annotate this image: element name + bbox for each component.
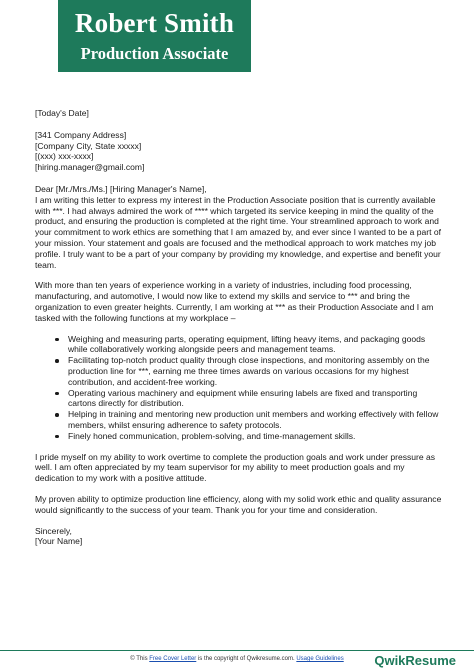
paragraph: My proven ability to optimize production line efficiency, along with my solid work ethic and quality assurance would significantly to the success of your team. Thank you for your time and consideration. xyxy=(35,493,442,515)
copyright-prefix: © This xyxy=(130,656,150,662)
salutation: Dear [Mr./Mrs./Ms.] [Hiring Manager's Name], xyxy=(35,183,207,194)
paragraph: I am writing this letter to express my interest in the Production Associate position that is currently available with ***. I had always admired the work of **** which targeted its service keeping in mind the quality of the product, and ensuring the production is completed at the right time. Your streamlined approach to work and your commitment to work ethics are something that I am amazed by, and ever since I wanted to be a part of your mission. Your statement and goals are focused and the methodical approach to work matches my job profile. I truly want to be a part of your company by providing my knowledge, and expertise and benefit your team. xyxy=(35,194,442,270)
job-title: Production Associate xyxy=(80,44,229,63)
address-line: [hiring.manager@gmail.com] xyxy=(35,162,145,173)
list-item: Operating various machinery and equipment while ensuring labels are fixed and transporting cartons directly for distribution. xyxy=(55,388,445,410)
copyright-middle: is the copyright of Qwikresume.com. xyxy=(196,656,297,662)
qwikresume-logo: QwikResume xyxy=(374,653,456,668)
header-banner xyxy=(58,0,251,72)
address-line: [341 Company Address] xyxy=(35,129,127,140)
duties-list xyxy=(55,334,445,442)
address-line: [(xxx) xxx-xxxx] xyxy=(35,151,94,162)
footer xyxy=(0,650,474,670)
applicant-name: Robert Smith xyxy=(74,8,235,38)
company-address xyxy=(35,130,445,173)
paragraph: I pride myself on my ability to work overtime to complete the production goals and work under pressure as well. I am often appreciated by my team supervisor for my ability to meet production goals and my dedication to my work with a positive attitude. xyxy=(35,451,435,484)
list-item: Facilitating top-notch product quality through close inspections, and monitoring assembly on the production line for ***, earning me three times awards on various occasions for my highest contribution, and accident-free working. xyxy=(55,355,445,387)
usage-guidelines-link[interactable]: Usage Guidelines xyxy=(296,656,344,662)
list-item: Helping in training and mentoring new production unit members and working effectively with fellow members, whilst ensuring adherence to safety protocols. xyxy=(55,409,445,431)
letter-body xyxy=(35,108,445,547)
paragraph: With more than ten years of experience working in a variety of industries, including food processing, manufacturing, and automotive, I would now like to extend my skills and service to *** and bring the organization to even greater heights. Currently, I am working at *** as their Production Associate and I am tasked with the following functions at my workplace – xyxy=(35,280,434,323)
signature: [Your Name] xyxy=(35,536,83,547)
list-item: Weighing and measuring parts, operating equipment, lifting heavy items, and packaging goods while collaboratively working alongside peers and management teams. xyxy=(55,334,445,356)
address-line: [Company City, State xxxxx] xyxy=(35,140,142,151)
free-cover-letter-link[interactable]: Free Cover Letter xyxy=(149,656,197,662)
signoff: Sincerely, xyxy=(35,525,72,536)
list-item: Finely honed communication, problem-solving, and time-management skills. xyxy=(55,431,445,442)
date-line: [Today's Date] xyxy=(35,108,89,118)
